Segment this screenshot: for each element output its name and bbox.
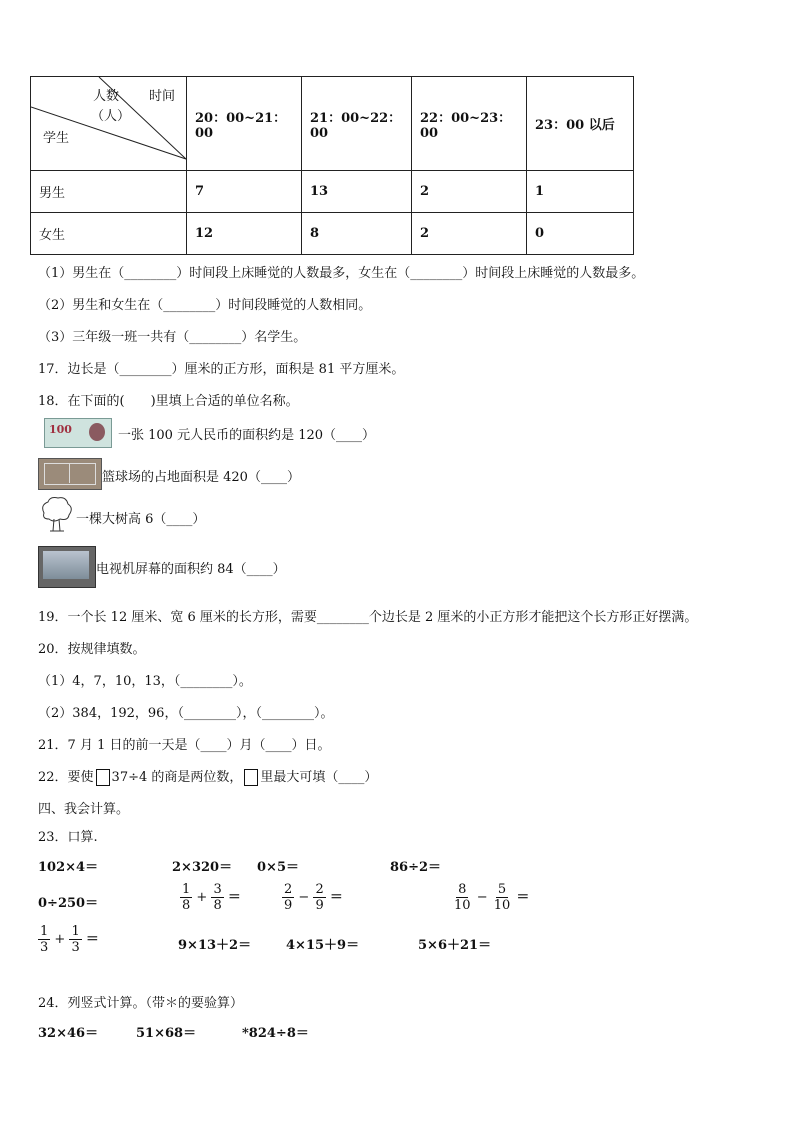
equals-sign: ＝ xyxy=(329,890,343,905)
row-label: 女生 xyxy=(31,213,187,255)
question-23: 23．口算. xyxy=(38,830,98,845)
col-header: 22：00~23：00 xyxy=(412,77,527,171)
operator: − xyxy=(298,890,310,905)
fraction: $\frac{1}{3}$ xyxy=(71,924,80,955)
fraction-expression xyxy=(452,882,529,913)
fraction: $\frac{1}{3}$ xyxy=(40,924,49,955)
table-row-girls xyxy=(31,213,634,255)
banknote-denomination: 100 xyxy=(49,423,72,436)
row-label: 男生 xyxy=(31,171,187,213)
vertical-calc-item: 32×46＝ xyxy=(38,1026,99,1041)
equals-sign: ＝ xyxy=(227,890,241,905)
bedtime-table xyxy=(30,76,634,255)
calc-item: 4×15＋9＝ xyxy=(286,938,360,953)
q16-part1: （1）男生在（________）时间段上床睡觉的人数最多，女生在（________）时间段上床睡觉的人数最多。 xyxy=(38,266,645,281)
fraction-expression xyxy=(282,882,343,913)
col-header: 21：00~22：00 xyxy=(302,77,412,171)
calc-item: 0×5＝ xyxy=(257,860,299,875)
court-outline xyxy=(44,463,96,485)
table-row-boys xyxy=(31,171,634,213)
q16-part2: （2）男生和女生在（________）时间段睡觉的人数相同。 xyxy=(38,298,372,313)
table-cell: 12 xyxy=(187,213,302,255)
fraction: $\frac{8}{10}$ xyxy=(454,882,471,913)
q20-part1: （1）4，7，10，13，（________）。 xyxy=(38,674,252,689)
q22-middle: 37÷4 的商是两位数， xyxy=(111,770,243,785)
q18-item-tv: 电视机屏幕的面积约 84（____） xyxy=(96,562,286,577)
table-header-row xyxy=(31,77,634,171)
corner-label-people: 人数 xyxy=(93,89,120,104)
col-header: 23：00 以后 xyxy=(527,77,634,171)
table-corner-cell xyxy=(31,77,187,171)
fraction-expression xyxy=(38,924,99,955)
q22-suffix: 里最大可填（____） xyxy=(260,770,378,785)
q16-part3: （3）三年级一班一共有（________）名学生。 xyxy=(38,330,307,345)
table-cell: 0 xyxy=(527,213,634,255)
fraction: $\frac{3}{8}$ xyxy=(213,882,222,913)
equals-sign: ＝ xyxy=(85,932,99,947)
calc-item: 102×4＝ xyxy=(38,860,99,875)
fraction: $\frac{2}{9}$ xyxy=(315,882,324,913)
question-18: 18．在下面的( )里填上合适的单位名称。 xyxy=(38,394,299,409)
calc-item: 2×320＝ xyxy=(172,860,233,875)
tree-icon xyxy=(38,495,74,533)
television-image xyxy=(38,546,96,588)
digit-box xyxy=(244,769,258,786)
basketball-court-image xyxy=(38,458,102,490)
operator: + xyxy=(196,890,208,905)
question-22 xyxy=(38,766,377,786)
banknote-100-image xyxy=(44,418,112,448)
operator: + xyxy=(54,932,66,947)
table-cell: 13 xyxy=(302,171,412,213)
digit-box xyxy=(96,769,110,786)
question-17: 17．边长是（________）厘米的正方形，面积是 81 平方厘米。 xyxy=(38,362,405,377)
q22-prefix: 22．要使 xyxy=(38,770,94,785)
vertical-calc-item: *824÷8＝ xyxy=(242,1026,309,1041)
operator: − xyxy=(476,890,488,905)
fraction: $\frac{1}{8}$ xyxy=(182,882,191,913)
tv-screen xyxy=(43,551,89,579)
corner-label-unit: （人） xyxy=(91,109,131,124)
calc-item: 86÷2＝ xyxy=(390,860,442,875)
q18-item-court: 篮球场的占地面积是 420（____） xyxy=(102,470,300,485)
table-cell: 1 xyxy=(527,171,634,213)
question-21: 21．7 月 1 日的前一天是（____）月（____）日。 xyxy=(38,738,331,753)
vertical-calc-item: 51×68＝ xyxy=(136,1026,197,1041)
question-20: 20．按规律填数。 xyxy=(38,642,146,657)
question-19: 19．一个长 12 厘米、宽 6 厘米的长方形，需要________个边长是 2 厘米的小正方形才能把这个长方形正好摆满。 xyxy=(38,610,698,625)
table-cell: 8 xyxy=(302,213,412,255)
portrait-icon xyxy=(89,423,105,441)
calc-item: 0÷250＝ xyxy=(38,896,99,911)
court-midline xyxy=(69,463,70,483)
corner-label-student: 学生 xyxy=(43,131,70,146)
calc-item: 9×13＋2＝ xyxy=(178,938,252,953)
col-header: 20：00~21：00 xyxy=(187,77,302,171)
q20-part2: （2）384，192，96，（________），（________）。 xyxy=(38,706,334,721)
fraction-expression xyxy=(180,882,241,913)
q18-item-tree: 一棵大树高 6（____） xyxy=(76,512,206,527)
section-4-heading: 四、我会计算。 xyxy=(38,802,130,817)
question-24: 24．列竖式计算。（带＊的要验算） xyxy=(38,996,244,1011)
q18-item-banknote: 一张 100 元人民币的面积约是 120（____） xyxy=(118,428,376,443)
fraction: $\frac{2}{9}$ xyxy=(284,882,293,913)
fraction: $\frac{5}{10}$ xyxy=(493,882,511,913)
equals-sign: ＝ xyxy=(516,890,530,905)
table-cell: 2 xyxy=(412,171,527,213)
corner-label-time: 时间 xyxy=(149,89,176,104)
table-cell: 7 xyxy=(187,171,302,213)
calc-item: 5×6＋21＝ xyxy=(418,938,492,953)
table-cell: 2 xyxy=(412,213,527,255)
